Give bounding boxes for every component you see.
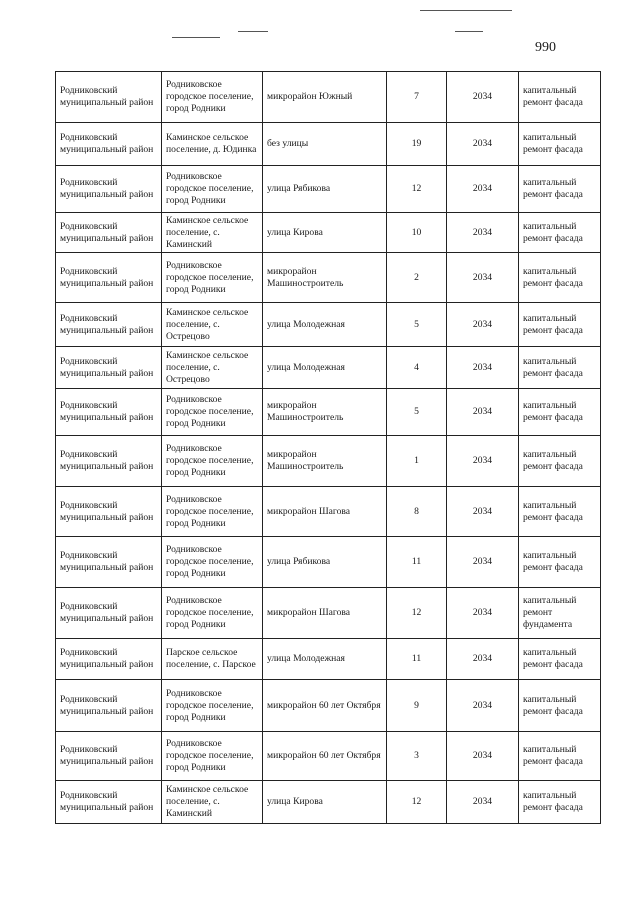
district-cell: Родниковский муниципальный район (56, 389, 162, 436)
year-cell: 2034 (447, 123, 519, 166)
street-cell: без улицы (263, 123, 387, 166)
house-number-cell: 2 (387, 253, 447, 303)
house-number-cell: 12 (387, 166, 447, 213)
house-number-cell: 4 (387, 347, 447, 389)
table-row (56, 781, 601, 824)
year-cell: 2034 (447, 537, 519, 588)
settlement-cell: Родниковское городское поселение, город Родники (162, 436, 263, 487)
district-cell: Родниковский муниципальный район (56, 253, 162, 303)
settlement-cell: Родниковское городское поселение, город Родники (162, 72, 263, 123)
district-cell: Родниковский муниципальный район (56, 732, 162, 781)
year-cell: 2034 (447, 389, 519, 436)
table-row (56, 588, 601, 639)
year-cell: 2034 (447, 347, 519, 389)
scan-mark (455, 31, 483, 32)
work-type-cell: капитальный ремонт фасада (519, 537, 601, 588)
work-type-cell: капитальный ремонт фасада (519, 123, 601, 166)
district-cell: Родниковский муниципальный район (56, 303, 162, 347)
street-cell: улица Кирова (263, 781, 387, 824)
settlement-cell: Парское сельское поселение, с. Парское (162, 639, 263, 680)
work-type-cell: капитальный ремонт фасада (519, 213, 601, 253)
settlement-cell: Родниковское городское поселение, город Родники (162, 588, 263, 639)
table-row (56, 732, 601, 781)
settlement-cell: Каминское сельское поселение, с. Каминский (162, 213, 263, 253)
year-cell: 2034 (447, 487, 519, 537)
house-number-cell: 10 (387, 213, 447, 253)
settlement-cell: Родниковское городское поселение, город Родники (162, 732, 263, 781)
work-type-cell: капитальный ремонт фасада (519, 347, 601, 389)
settlement-cell: Каминское сельское поселение, с. Острецово (162, 347, 263, 389)
year-cell: 2034 (447, 781, 519, 824)
year-cell: 2034 (447, 436, 519, 487)
table-row (56, 253, 601, 303)
settlement-cell: Каминское сельское поселение, с. Каминский (162, 781, 263, 824)
table-row (56, 72, 601, 123)
house-number-cell: 3 (387, 732, 447, 781)
work-type-cell: капитальный ремонт фасада (519, 436, 601, 487)
street-cell: микрорайон 60 лет Октября (263, 732, 387, 781)
work-type-cell: капитальный ремонт фасада (519, 639, 601, 680)
table-row (56, 639, 601, 680)
house-number-cell: 5 (387, 303, 447, 347)
settlement-cell: Родниковское городское поселение, город Родники (162, 680, 263, 732)
table-row (56, 123, 601, 166)
street-cell: микрорайон Машиностроитель (263, 389, 387, 436)
street-cell: улица Рябикова (263, 537, 387, 588)
table-row (56, 436, 601, 487)
house-number-cell: 7 (387, 72, 447, 123)
table-row (56, 487, 601, 537)
house-number-cell: 11 (387, 639, 447, 680)
district-cell: Родниковский муниципальный район (56, 123, 162, 166)
settlement-cell: Родниковское городское поселение, город Родники (162, 537, 263, 588)
district-cell: Родниковский муниципальный район (56, 639, 162, 680)
settlement-cell: Родниковское городское поселение, город Родники (162, 253, 263, 303)
year-cell: 2034 (447, 588, 519, 639)
work-type-cell: капитальный ремонт фасада (519, 303, 601, 347)
street-cell: улица Рябикова (263, 166, 387, 213)
year-cell: 2034 (447, 639, 519, 680)
house-number-cell: 12 (387, 781, 447, 824)
work-type-cell: капитальный ремонт фундамента (519, 588, 601, 639)
work-type-cell: капитальный ремонт фасада (519, 487, 601, 537)
district-cell: Родниковский муниципальный район (56, 487, 162, 537)
year-cell: 2034 (447, 732, 519, 781)
house-number-cell: 5 (387, 389, 447, 436)
table-row (56, 680, 601, 732)
street-cell: микрорайон Машиностроитель (263, 436, 387, 487)
year-cell: 2034 (447, 253, 519, 303)
district-cell: Родниковский муниципальный район (56, 347, 162, 389)
district-cell: Родниковский муниципальный район (56, 72, 162, 123)
house-number-cell: 1 (387, 436, 447, 487)
street-cell: улица Кирова (263, 213, 387, 253)
settlement-cell: Каминское сельское поселение, д. Юдинка (162, 123, 263, 166)
house-number-cell: 8 (387, 487, 447, 537)
work-type-cell: капитальный ремонт фасада (519, 253, 601, 303)
district-cell: Родниковский муниципальный район (56, 680, 162, 732)
street-cell: улица Молодежная (263, 303, 387, 347)
work-type-cell: капитальный ремонт фасада (519, 389, 601, 436)
scan-mark (172, 37, 220, 38)
work-type-cell: капитальный ремонт фасада (519, 166, 601, 213)
work-type-cell: капитальный ремонт фасада (519, 72, 601, 123)
work-type-cell: капитальный ремонт фасада (519, 781, 601, 824)
district-cell: Родниковский муниципальный район (56, 588, 162, 639)
street-cell: микрорайон Шагова (263, 588, 387, 639)
year-cell: 2034 (447, 680, 519, 732)
year-cell: 2034 (447, 213, 519, 253)
scan-mark (420, 10, 512, 11)
district-cell: Родниковский муниципальный район (56, 537, 162, 588)
table-row (56, 166, 601, 213)
street-cell: микрорайон Машиностроитель (263, 253, 387, 303)
street-cell: микрорайон Южный (263, 72, 387, 123)
district-cell: Родниковский муниципальный район (56, 781, 162, 824)
settlement-cell: Родниковское городское поселение, город Родники (162, 389, 263, 436)
register-table (55, 71, 601, 824)
year-cell: 2034 (447, 166, 519, 213)
work-type-cell: капитальный ремонт фасада (519, 680, 601, 732)
settlement-cell: Родниковское городское поселение, город Родники (162, 487, 263, 537)
table-row (56, 537, 601, 588)
settlement-cell: Каминское сельское поселение, с. Острецово (162, 303, 263, 347)
settlement-cell: Родниковское городское поселение, город Родники (162, 166, 263, 213)
table-row (56, 303, 601, 347)
street-cell: микрорайон Шагова (263, 487, 387, 537)
page-number: 990 (535, 40, 556, 55)
house-number-cell: 12 (387, 588, 447, 639)
street-cell: улица Молодежная (263, 639, 387, 680)
street-cell: улица Молодежная (263, 347, 387, 389)
scan-mark (238, 31, 268, 32)
table-row (56, 213, 601, 253)
district-cell: Родниковский муниципальный район (56, 166, 162, 213)
work-type-cell: капитальный ремонт фасада (519, 732, 601, 781)
house-number-cell: 19 (387, 123, 447, 166)
district-cell: Родниковский муниципальный район (56, 436, 162, 487)
house-number-cell: 11 (387, 537, 447, 588)
year-cell: 2034 (447, 72, 519, 123)
house-number-cell: 9 (387, 680, 447, 732)
table-row (56, 347, 601, 389)
district-cell: Родниковский муниципальный район (56, 213, 162, 253)
street-cell: микрорайон 60 лет Октября (263, 680, 387, 732)
table-row (56, 389, 601, 436)
year-cell: 2034 (447, 303, 519, 347)
